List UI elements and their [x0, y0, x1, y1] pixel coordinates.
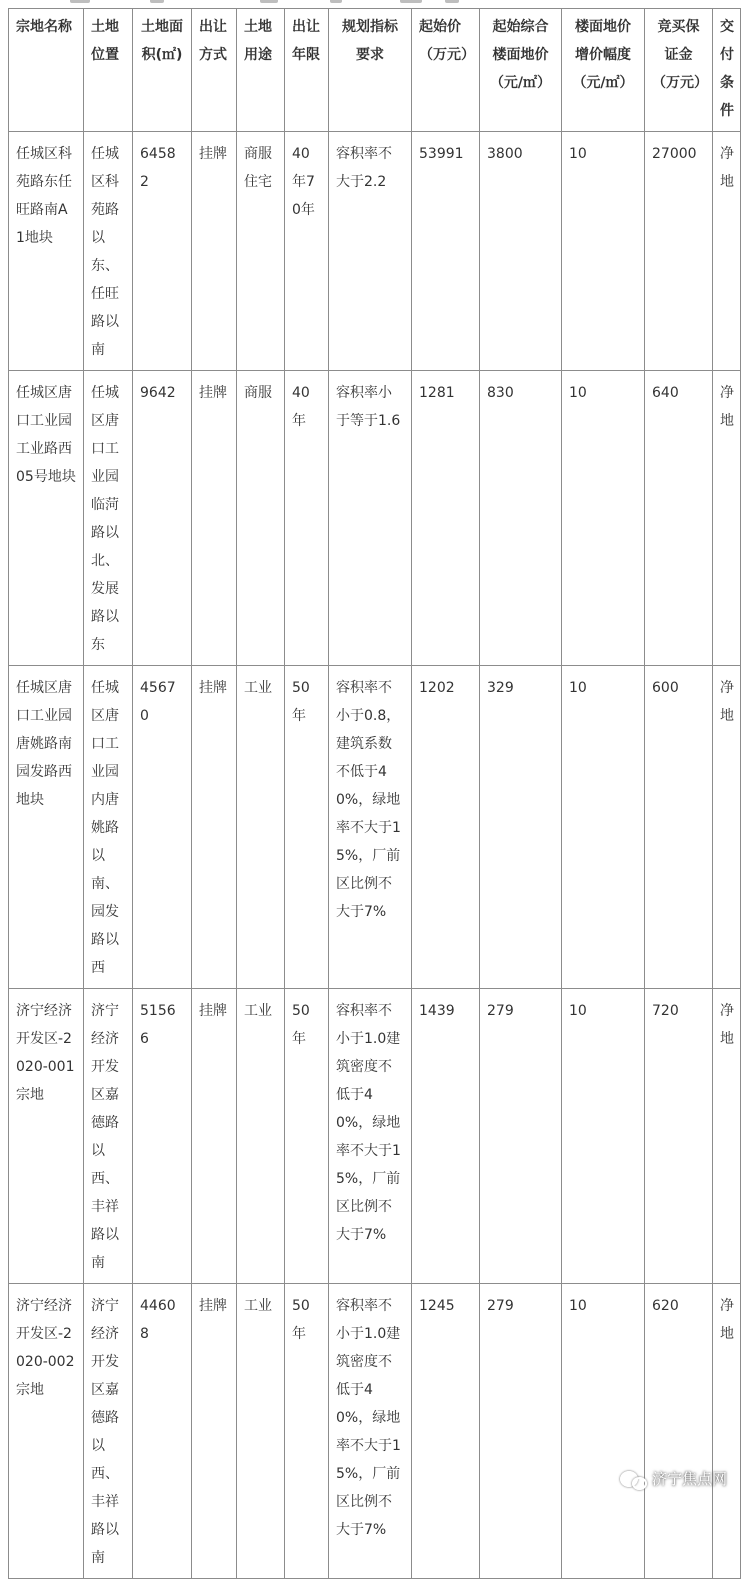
cell-area: 45670 [133, 666, 192, 989]
cell-plan: 容积率不小于1.0建筑密度不低于40%，绿地率不大于15%，厂前区比例不大于7% [329, 1284, 412, 1579]
table-row [9, 132, 741, 371]
cell-usage: 商服 [237, 371, 285, 666]
cell-increment: 10 [562, 132, 645, 371]
cell-location: 济宁经济开发区嘉德路以西、丰祥路以南 [84, 1284, 133, 1579]
cell-method: 挂牌 [192, 666, 237, 989]
cell-floor-price: 279 [480, 989, 562, 1284]
cell-parcel-name: 任城区唐口工业园工业路西05号地块 [9, 371, 84, 666]
cell-increment: 10 [562, 666, 645, 989]
cell-start-price: 53991 [412, 132, 480, 371]
cell-deposit: 600 [645, 666, 713, 989]
cell-method: 挂牌 [192, 371, 237, 666]
table-row [9, 989, 741, 1284]
cell-deposit: 620 [645, 1284, 713, 1579]
cell-usage: 商服住宅 [237, 132, 285, 371]
cell-delivery: 净地 [713, 1284, 741, 1579]
cell-term: 50年 [285, 989, 329, 1284]
cell-method: 挂牌 [192, 132, 237, 371]
cell-start-price: 1245 [412, 1284, 480, 1579]
cell-increment: 10 [562, 1284, 645, 1579]
header-area: 土地面积(㎡) [133, 9, 192, 132]
header-deposit: 竞买保证金（万元） [645, 9, 713, 132]
cell-parcel-name: 济宁经济开发区-2020-001宗地 [9, 989, 84, 1284]
cell-usage: 工业 [237, 666, 285, 989]
cell-usage: 工业 [237, 1284, 285, 1579]
cell-plan: 容积率不大于2.2 [329, 132, 412, 371]
cell-location: 任城区唐口工业园内唐姚路以南、园发路以西 [84, 666, 133, 989]
header-delivery: 交付条件 [713, 9, 741, 132]
cell-term: 40年70年 [285, 132, 329, 371]
cell-method: 挂牌 [192, 989, 237, 1284]
header-transfer-method: 出让方式 [192, 9, 237, 132]
table-header-row [9, 9, 741, 132]
cell-deposit: 640 [645, 371, 713, 666]
cell-delivery: 净地 [713, 371, 741, 666]
cell-delivery: 净地 [713, 132, 741, 371]
header-term: 出让年限 [285, 9, 329, 132]
cell-parcel-name: 任城区唐口工业园唐姚路南园发路西地块 [9, 666, 84, 989]
cell-floor-price: 3800 [480, 132, 562, 371]
cell-term: 50年 [285, 666, 329, 989]
cell-plan: 容积率不小于1.0建筑密度不低于40%，绿地率不大于15%，厂前区比例不大于7% [329, 989, 412, 1284]
cell-location: 任城区科苑路以东、任旺路以南 [84, 132, 133, 371]
header-planning: 规划指标要求 [329, 9, 412, 132]
cropped-previous-line [0, 0, 749, 4]
header-start-price: 起始价（万元） [412, 9, 480, 132]
cell-usage: 工业 [237, 989, 285, 1284]
table-row [9, 1284, 741, 1579]
cell-area: 9642 [133, 371, 192, 666]
table-row [9, 666, 741, 989]
cell-floor-price: 830 [480, 371, 562, 666]
header-floor-price: 起始综合楼面地价（元/㎡） [480, 9, 562, 132]
cell-parcel-name: 济宁经济开发区-2020-002宗地 [9, 1284, 84, 1579]
land-parcel-table [8, 8, 741, 1579]
cell-term: 50年 [285, 1284, 329, 1579]
cell-area: 64582 [133, 132, 192, 371]
header-increment: 楼面地价增价幅度（元/㎡） [562, 9, 645, 132]
cell-floor-price: 279 [480, 1284, 562, 1579]
cell-increment: 10 [562, 989, 645, 1284]
cell-delivery: 净地 [713, 989, 741, 1284]
watermark [620, 1468, 727, 1489]
cell-start-price: 1202 [412, 666, 480, 989]
header-parcel-name: 宗地名称 [9, 9, 84, 132]
cell-deposit: 720 [645, 989, 713, 1284]
cell-increment: 10 [562, 371, 645, 666]
table-row [9, 371, 741, 666]
header-land-use: 土地用途 [237, 9, 285, 132]
cell-start-price: 1281 [412, 371, 480, 666]
cell-plan: 容积率不小于0.8，建筑系数不低于40%，绿地率不大于15%，厂前区比例不大于7% [329, 666, 412, 989]
cell-location: 任城区唐口工业园临菏路以北、发展路以东 [84, 371, 133, 666]
cell-delivery: 净地 [713, 666, 741, 989]
cell-parcel-name: 任城区科苑路东任旺路南A1地块 [9, 132, 84, 371]
cell-floor-price: 329 [480, 666, 562, 989]
watermark-text: 济宁焦点网 [651, 1470, 727, 1488]
cell-deposit: 27000 [645, 132, 713, 371]
cell-start-price: 1439 [412, 989, 480, 1284]
cell-plan: 容积率小于等于1.6 [329, 371, 412, 666]
cell-method: 挂牌 [192, 1284, 237, 1579]
cell-area: 51566 [133, 989, 192, 1284]
cell-area: 44608 [133, 1284, 192, 1579]
header-location: 土地位置 [84, 9, 133, 132]
wechat-icon [620, 1469, 646, 1489]
cell-location: 济宁经济开发区嘉德路以西、丰祥路以南 [84, 989, 133, 1284]
cell-term: 40年 [285, 371, 329, 666]
